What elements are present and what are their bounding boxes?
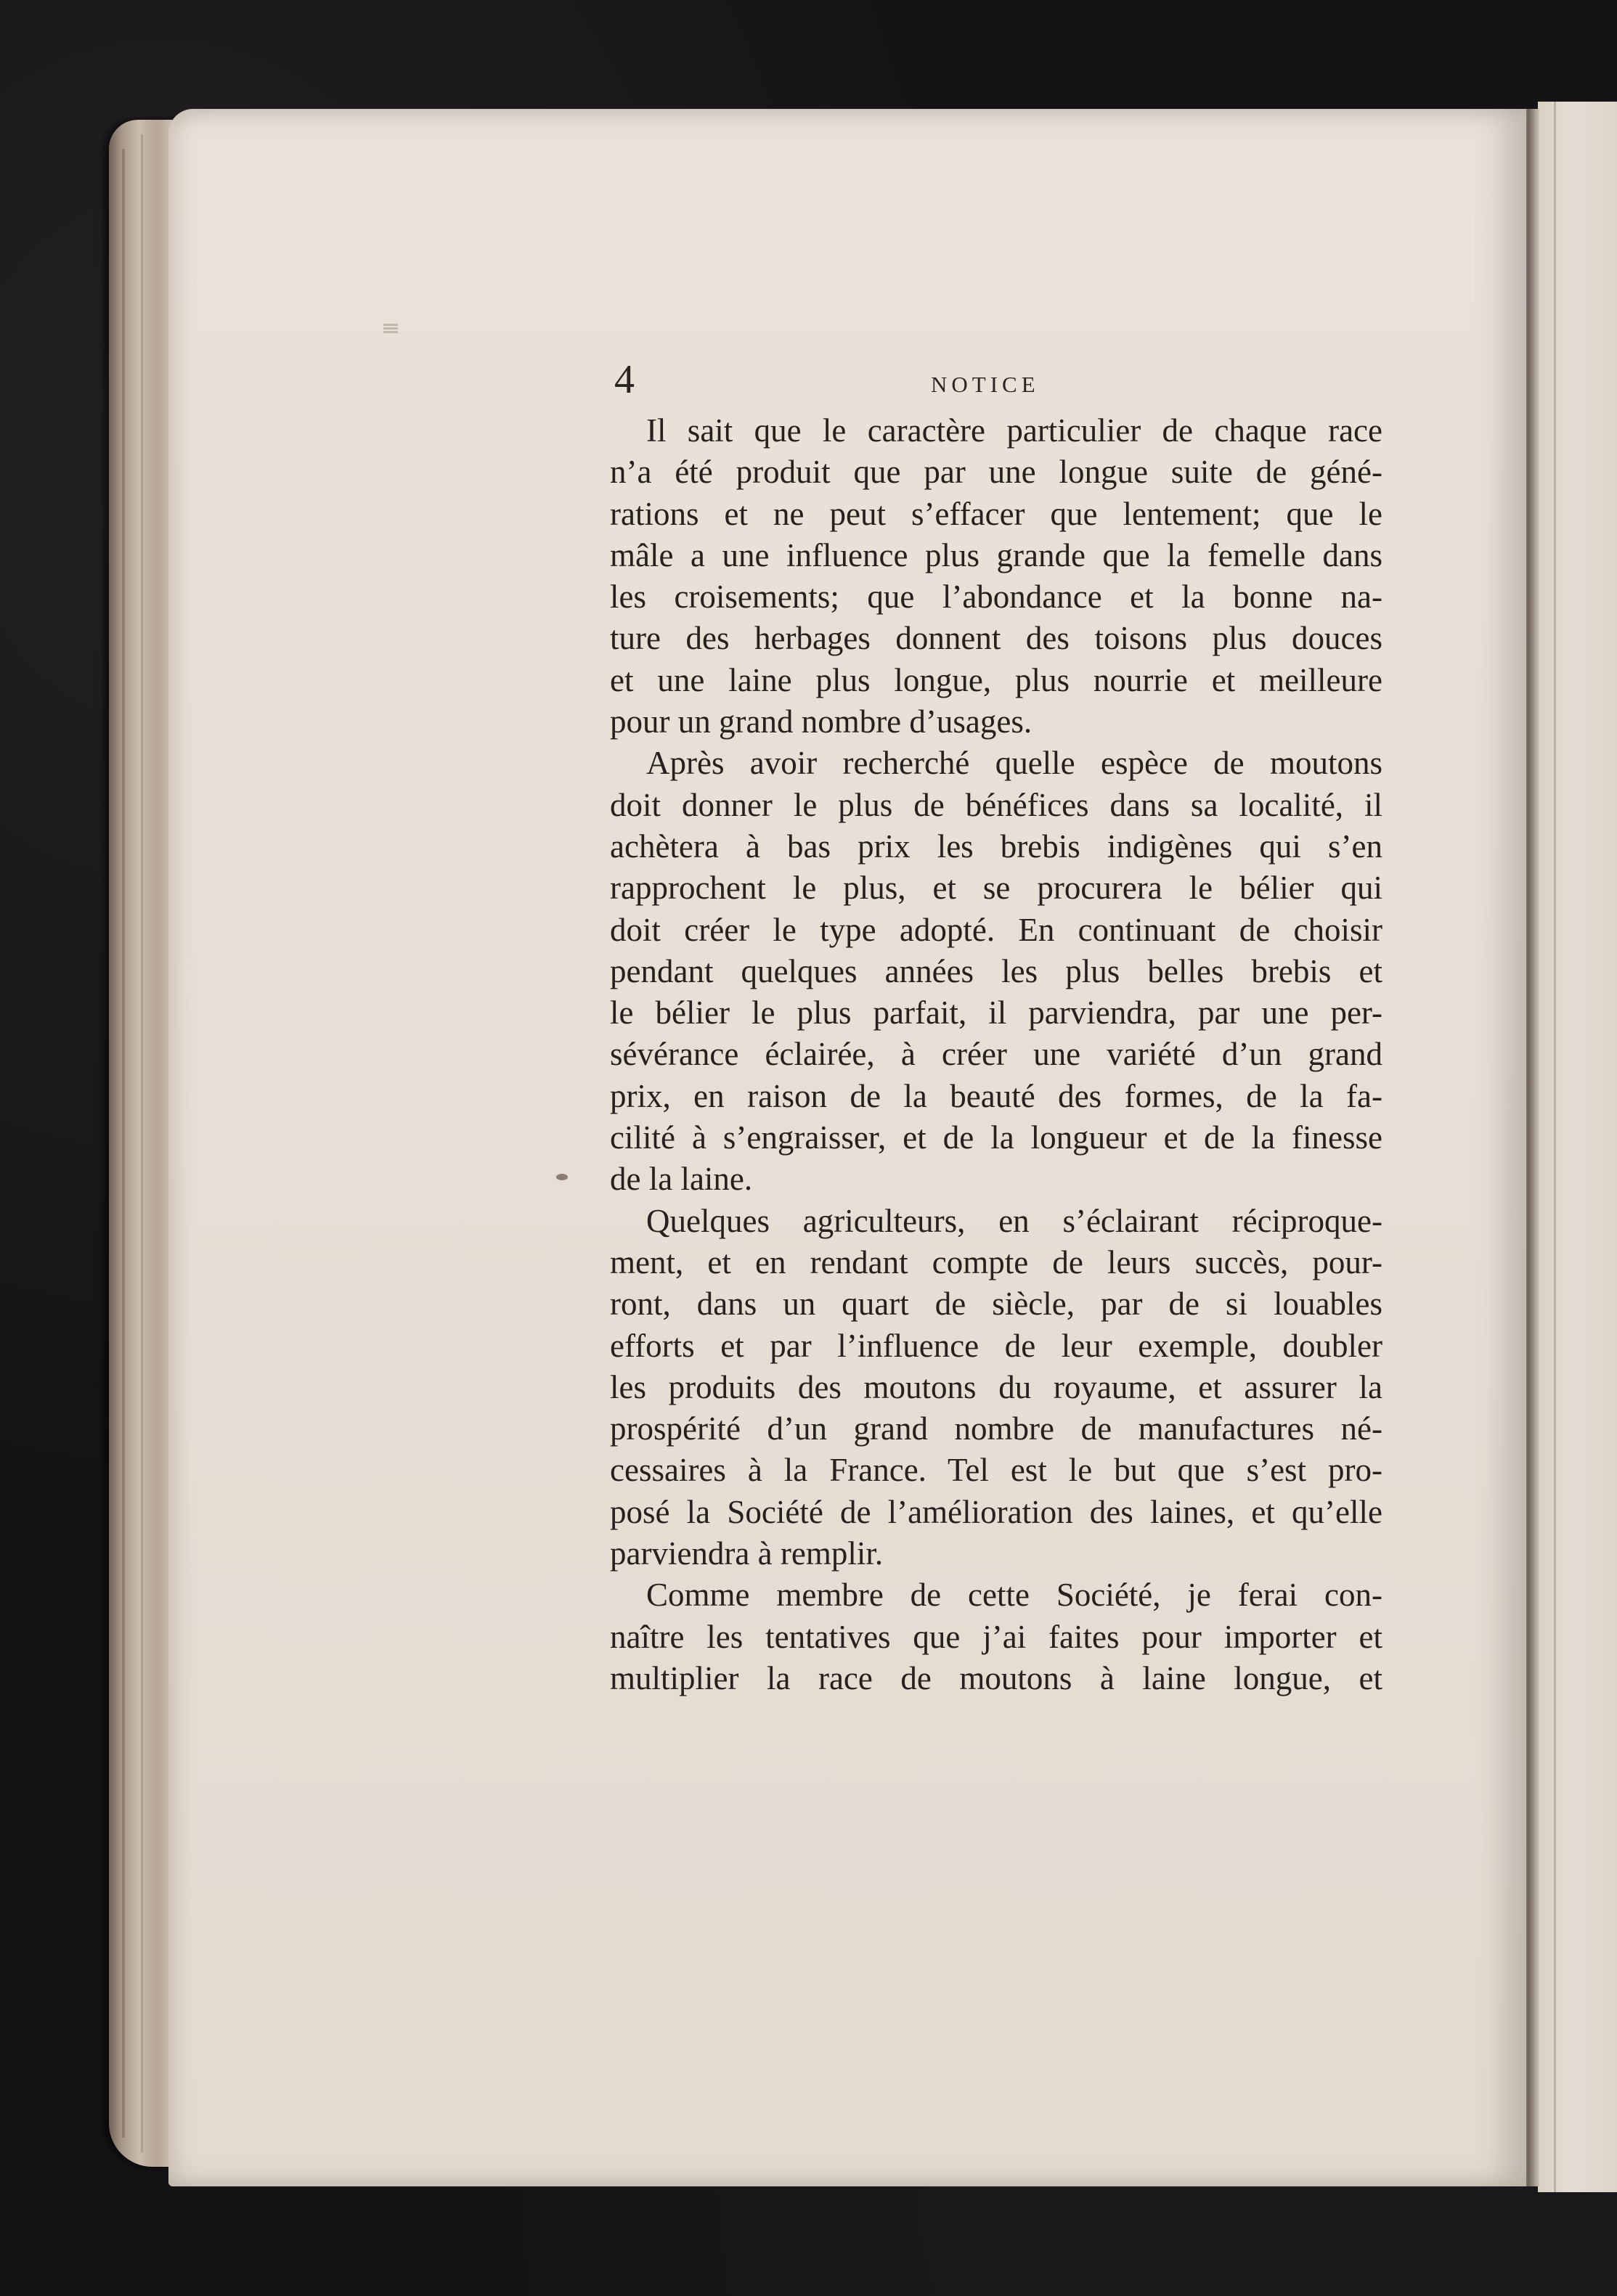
text-line: pour un grand nombre d’usages. bbox=[610, 703, 1032, 740]
ink-spot bbox=[556, 1174, 568, 1180]
text-line: et une laine plus longue, plus nourrie et meilleure bbox=[610, 661, 1382, 698]
text-line: Il sait que le caractère particulier de chaque race bbox=[646, 412, 1382, 449]
text-line: ment, et en rendant compte de leurs succès, pour- bbox=[610, 1243, 1382, 1280]
text-line: Comme membre de cette Société, je ferai con- bbox=[646, 1577, 1382, 1614]
text-line: le bélier le plus parfait, il parviendra, par une per- bbox=[610, 994, 1382, 1031]
facing-page-edge bbox=[1554, 102, 1556, 2192]
text-line: achètera à bas prix les brebis indigènes qui s’en bbox=[610, 828, 1382, 865]
text-line: les croisements; que l’abondance et la bonne na- bbox=[610, 579, 1382, 616]
page-number: 4 bbox=[614, 357, 635, 402]
text-line: les produits des moutons du royaume, et assurer la bbox=[610, 1368, 1382, 1405]
text-line: rapprochent le plus, et se procurera le bélier qui bbox=[610, 870, 1382, 907]
text-line: ture des herbages donnent des toisons plus douces bbox=[610, 620, 1382, 657]
text-line: rations et ne peut s’effacer que lentement; que le bbox=[610, 495, 1382, 532]
text-line: cilité à s’engraisser, et de la longueur et de la finesse bbox=[610, 1119, 1382, 1156]
margin-mark bbox=[383, 324, 398, 334]
text-line: n’a été produit que par une longue suite de géné- bbox=[610, 454, 1382, 491]
text-line: prix, en raison de la beauté des formes, de la fa- bbox=[610, 1077, 1382, 1114]
text-line: ront, dans un quart de siècle, par de si louables bbox=[610, 1286, 1382, 1323]
text-line: cessaires à la France. Tel est le but que s’est pro- bbox=[610, 1452, 1382, 1489]
text-line: doit créer le type adopté. En continuant de choisir bbox=[610, 911, 1382, 948]
text-line: multiplier la race de moutons à laine longue, et bbox=[610, 1659, 1382, 1696]
facing-page bbox=[1538, 102, 1617, 2192]
running-head: NOTICE bbox=[931, 372, 1040, 397]
text-line: posé la Société de l’amélioration des laines, et qu’elle bbox=[610, 1493, 1382, 1530]
text-line: naître les tentatives que j’ai faites pour importer et bbox=[610, 1618, 1382, 1655]
text-line: de la laine. bbox=[610, 1161, 753, 1198]
text-line: doit donner le plus de bénéfices dans sa localité, il bbox=[610, 786, 1382, 823]
text-line: Quelques agriculteurs, en s’éclairant réciproque- bbox=[646, 1202, 1382, 1239]
text-line: sévérance éclairée, à créer une variété d’un grand bbox=[610, 1036, 1382, 1073]
text-line: pendant quelques années les plus belles brebis et bbox=[610, 952, 1382, 989]
text-line: parviendra à remplir. bbox=[610, 1535, 884, 1572]
text-line: efforts et par l’influence de leur exemple, doubler bbox=[610, 1327, 1382, 1364]
text-line: prospérité d’un grand nombre de manufactures né- bbox=[610, 1410, 1382, 1447]
body-text bbox=[610, 410, 1382, 1699]
text-line: mâle a une influence plus grande que la femelle dans bbox=[610, 536, 1382, 573]
text-line: Après avoir recherché quelle espèce de moutons bbox=[646, 745, 1382, 782]
